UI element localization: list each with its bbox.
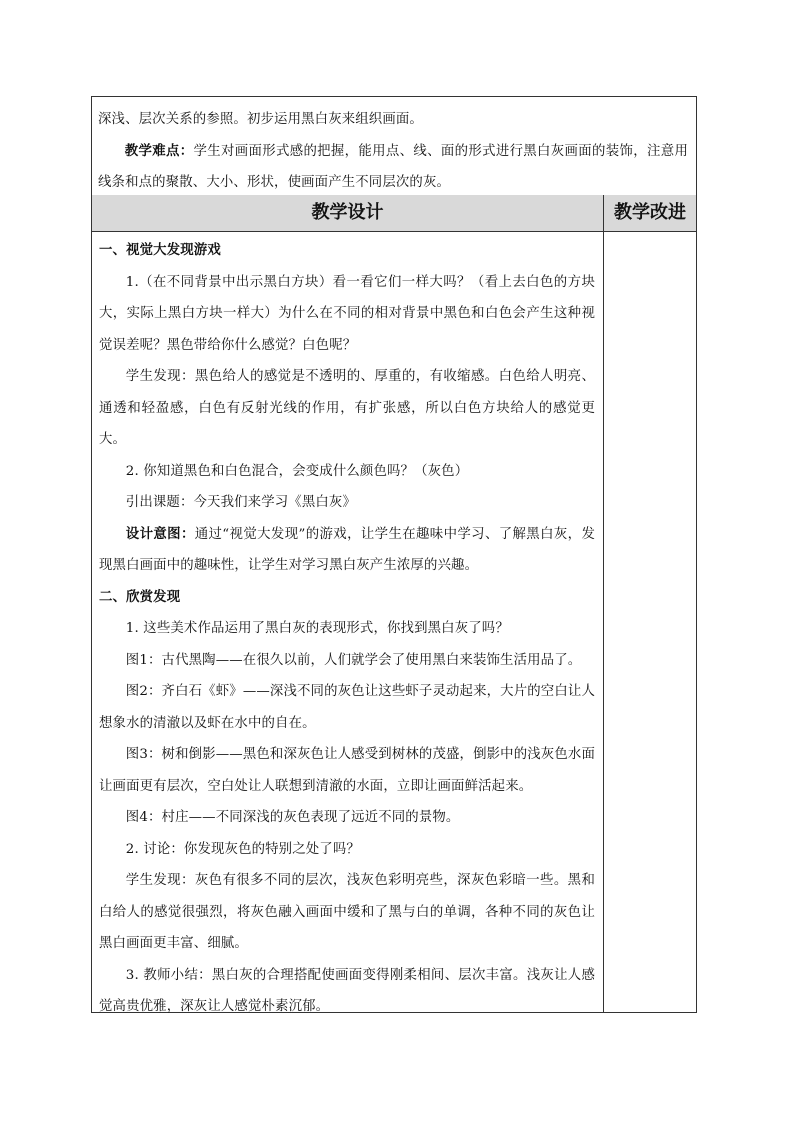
section2-paragraph-6: 2. 讨论：你发现灰色的特别之处了吗？: [125, 841, 360, 857]
section2-paragraph-5: 图4：村庄——不同深浅的灰色表现了远近不同的景物。: [125, 810, 460, 825]
header-teaching-improvement: 教学改进: [614, 202, 686, 223]
section1-paragraph-1: 1.（在不同背景中出示黑白方块）看一看它们一样大吗？（看上去白色的方块大，实际上黑白方块一样大）为什么在不同的相对背景中黑色和白色会产生这种视觉误差呢？黑色带给你什么感觉？白色呢？: [99, 274, 595, 353]
design-intent-label: 设计意图：: [125, 526, 195, 542]
column-divider: [603, 195, 604, 1012]
section2-paragraph-2: 图1：古代黑陶——在很久以前，人们就学会了使用黑白来装饰生活用品了。: [125, 652, 582, 668]
section2-paragraph-4: 图3：树和倒影——黑色和深灰色让人感受到树林的茂盛，倒影中的浅灰色水面让画面更有层次，空白处让人联想到清澈的水面，立即让画面鲜活起来。: [99, 747, 595, 794]
section1-paragraph-3: 2. 你知道黑色和白色混合，会变成什么颜色吗？（灰色）: [125, 463, 469, 479]
design-intent-text: 通过“视觉大发现”的游戏，让学生在趣味中学习、了解黑白灰，发现黑白画面中的趣味性，让学生对学习黑白灰产生浓厚的兴趣。: [99, 526, 595, 573]
table-header-row: [92, 195, 696, 232]
section1-heading: 一、视觉大发现游戏: [99, 243, 221, 258]
difficulty-paragraph: [98, 136, 688, 199]
section1-paragraph-4: 引出课题：今天我们来学习《黑白灰》: [125, 495, 356, 510]
section2-paragraph-7: 学生发现：灰色有很多不同的层次，浅灰色彩明亮些，深灰色彩暗一些。黑和白给人的感觉很强烈，将灰色融入画面中缓和了黑与白的单调，各种不同的灰色让黑白画面更丰富、细腻。: [99, 873, 595, 951]
objectives-continuation: 深浅、层次关系的参照。初步运用黑白灰来组织画面。: [98, 112, 423, 127]
design-intent-paragraph: [99, 519, 595, 582]
header-teaching-design: 教学设计: [311, 202, 384, 223]
lesson-plan-table: [91, 96, 697, 1013]
section1-paragraph-2: 学生发现：黑色给人的感觉是不透明的、厚重的，有收缩感。白色给人明亮、通透和轻盈感，白色有反射光线的作用，有扩张感，所以白色方块给人的感觉更大。: [99, 369, 595, 447]
teaching-design-cell: [92, 233, 603, 1023]
objectives-cell: [92, 97, 696, 196]
section2-paragraph-8: 3. 教师小结：黑白灰的合理搭配使画面变得刚柔相间、层次丰富。浅灰让人感觉高贵优雅，深灰让人感觉朴素沉郁。: [99, 967, 595, 1014]
section2-paragraph-3: 图2：齐白石《虾》——深浅不同的灰色让这些虾子灵动起来，大片的空白让人想象水的清澈以及虾在水中的自在。: [99, 684, 595, 731]
section2-heading: 二、欣赏发现: [99, 589, 181, 605]
difficulty-text: 学生对画面形式感的把握，能用点、线、面的形式进行黑白灰画面的装饰，注意用线条和点的聚散、大小、形状，使画面产生不同层次的灰。: [98, 143, 689, 190]
section2-paragraph-1: 1. 这些美术作品运用了黑白灰的表现形式，你找到黑白灰了吗？: [125, 621, 509, 636]
difficulty-label: 教学难点：: [124, 143, 194, 159]
